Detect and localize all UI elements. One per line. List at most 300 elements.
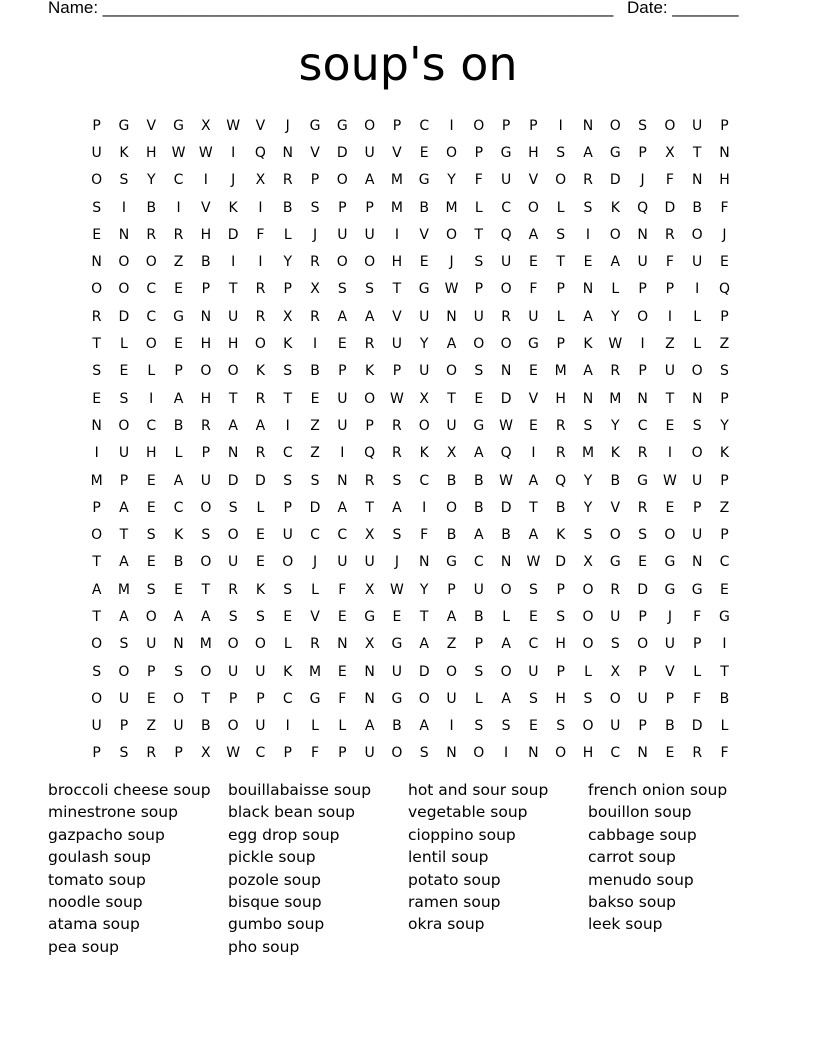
grid-letter: E: [665, 499, 675, 516]
grid-letter: V: [310, 608, 320, 625]
grid-letter: R: [555, 417, 566, 434]
grid-letter: O: [254, 336, 266, 353]
grid-letter: M: [390, 199, 403, 216]
grid-letter: C: [501, 199, 511, 216]
grid-letter: W: [226, 745, 241, 762]
grid-letter: I: [176, 199, 181, 216]
grid-letter: E: [665, 417, 675, 434]
word-list-item: black bean soup: [228, 803, 355, 822]
grid-letter: C: [146, 417, 157, 434]
grid-letter: E: [528, 608, 538, 625]
grid-letter: I: [640, 336, 645, 353]
grid-letter: O: [473, 117, 485, 134]
word-list-item: goulash soup: [48, 848, 151, 867]
grid-letter: P: [529, 117, 538, 134]
grid-letter: E: [256, 527, 265, 544]
grid-letter: F: [256, 226, 265, 243]
grid-letter: X: [364, 581, 375, 598]
grid-letter: U: [664, 363, 675, 380]
word-list-item: hot and sour soup: [408, 781, 549, 799]
grid-letter: O: [227, 363, 239, 380]
grid-letter: O: [336, 172, 348, 189]
grid-letter: C: [255, 745, 266, 762]
grid-letter: P: [638, 663, 647, 680]
grid-letter: N: [582, 281, 594, 298]
grid-letter: U: [500, 254, 512, 271]
grid-letter: E: [310, 390, 320, 407]
grid-letter: E: [92, 390, 102, 407]
grid-letter: U: [91, 144, 102, 161]
grid-letter: K: [283, 336, 293, 353]
grid-letter: G: [418, 172, 430, 189]
grid-letter: S: [474, 718, 484, 735]
grid-letter: O: [364, 117, 376, 134]
grid-letter: S: [92, 663, 102, 680]
grid-letter: O: [527, 199, 539, 216]
word-list-item: lentil soup: [408, 848, 489, 867]
grid-letter: U: [446, 417, 457, 434]
grid-letter: E: [638, 554, 648, 571]
grid-letter: F: [693, 608, 702, 625]
grid-letter: O: [473, 336, 485, 353]
grid-letter: S: [228, 499, 238, 516]
grid-letter: B: [173, 417, 184, 434]
grid-letter: U: [610, 608, 621, 625]
grid-letter: T: [283, 390, 292, 407]
grid-letter: N: [637, 745, 648, 762]
letter-grid: [83, 112, 738, 767]
grid-letter: R: [146, 226, 157, 243]
grid-letter: G: [309, 690, 321, 707]
grid-letter: S: [392, 527, 402, 544]
grid-letter: O: [445, 663, 458, 680]
grid-letter: C: [282, 690, 293, 707]
grid-row: [83, 713, 738, 740]
grid-letter: K: [255, 363, 266, 380]
grid-letter: N: [364, 690, 375, 707]
grid-letter: V: [392, 308, 402, 325]
grid-letter: T: [92, 554, 101, 571]
grid-row: [83, 276, 738, 303]
grid-letter: S: [501, 718, 511, 735]
grid-letter: B: [201, 254, 211, 271]
grid-letter: R: [392, 445, 402, 462]
grid-row: [83, 467, 738, 494]
grid-letter: H: [227, 336, 239, 353]
grid-letter: P: [92, 117, 101, 134]
grid-letter: O: [282, 554, 294, 571]
grid-letter: P: [638, 363, 647, 380]
grid-letter: A: [364, 172, 375, 189]
grid-letter: T: [92, 336, 101, 353]
grid-letter: K: [583, 336, 593, 353]
grid-letter: S: [228, 608, 238, 625]
grid-letter: V: [528, 172, 539, 189]
grid-letter: O: [118, 281, 130, 298]
grid-row: [83, 167, 738, 194]
grid-letter: O: [200, 554, 212, 571]
grid-letter: M: [199, 636, 212, 653]
word-list-item: vegetable soup: [408, 803, 528, 822]
grid-letter: U: [255, 663, 266, 680]
grid-letter: X: [255, 172, 266, 189]
grid-letter: G: [637, 472, 649, 489]
grid-letter: N: [691, 390, 703, 407]
grid-letter: A: [583, 363, 593, 380]
grid-row: [83, 139, 738, 166]
grid-letter: N: [227, 445, 239, 462]
grid-letter: A: [610, 254, 621, 271]
grid-letter: L: [502, 608, 510, 625]
grid-letter: R: [146, 745, 157, 762]
grid-letter: S: [720, 363, 729, 380]
grid-letter: J: [722, 226, 727, 243]
grid-letter: I: [558, 117, 563, 134]
grid-letter: K: [419, 445, 429, 462]
grid-letter: T: [228, 390, 238, 407]
grid-letter: I: [231, 254, 236, 271]
grid-letter: V: [665, 663, 675, 680]
grid-letter: H: [200, 226, 212, 243]
grid-letter: U: [118, 690, 130, 707]
grid-letter: G: [391, 636, 403, 653]
grid-letter: H: [391, 254, 403, 271]
grid-letter: O: [555, 172, 567, 189]
grid-letter: M: [609, 390, 622, 407]
grid-letter: A: [119, 499, 129, 516]
grid-letter: H: [200, 336, 212, 353]
word-list-item: menudo soup: [588, 870, 694, 889]
grid-letter: U: [337, 554, 348, 571]
grid-letter: P: [665, 281, 675, 298]
grid-letter: P: [447, 581, 456, 598]
grid-letter: S: [556, 718, 566, 735]
grid-letter: U: [173, 718, 184, 735]
grid-letter: T: [474, 226, 484, 243]
grid-letter: S: [638, 117, 648, 134]
grid-letter: G: [500, 144, 512, 161]
grid-letter: X: [201, 117, 211, 134]
grid-letter: Q: [637, 199, 649, 216]
grid-letter: N: [337, 636, 348, 653]
grid-row: [83, 685, 738, 712]
grid-letter: P: [338, 745, 347, 762]
grid-row: [83, 549, 738, 576]
grid-letter: S: [474, 363, 484, 380]
grid-letter: W: [389, 390, 404, 407]
grid-letter: W: [526, 554, 541, 571]
grid-letter: L: [147, 363, 156, 380]
grid-letter: I: [449, 718, 454, 735]
grid-letter: U: [364, 554, 375, 571]
grid-row: [83, 631, 738, 658]
grid-letter: P: [474, 281, 484, 298]
grid-row: [83, 358, 738, 385]
grid-letter: T: [720, 663, 729, 680]
grid-letter: A: [392, 499, 402, 516]
grid-letter: G: [609, 144, 621, 161]
grid-letter: E: [583, 254, 593, 271]
grid-letter: G: [446, 554, 457, 571]
grid-letter: Z: [446, 636, 457, 653]
grid-letter: S: [146, 581, 156, 598]
grid-letter: F: [720, 745, 729, 762]
grid-letter: I: [285, 417, 290, 434]
word-list-item: pickle soup: [228, 848, 316, 867]
grid-letter: R: [637, 445, 648, 462]
grid-letter: S: [283, 581, 293, 598]
grid-letter: P: [474, 636, 484, 653]
grid-letter: A: [364, 308, 375, 325]
grid-letter: B: [610, 472, 621, 489]
grid-letter: O: [254, 636, 266, 653]
word-list-item: tomato soup: [48, 870, 146, 889]
grid-letter: E: [283, 608, 293, 625]
grid-letter: P: [720, 527, 729, 544]
grid-letter: I: [121, 199, 127, 216]
grid-letter: L: [556, 199, 565, 216]
grid-letter: T: [119, 527, 129, 544]
grid-letter: N: [637, 390, 648, 407]
grid-letter: S: [92, 363, 102, 380]
grid-letter: C: [282, 445, 293, 462]
grid-letter: P: [392, 363, 402, 380]
grid-letter: U: [637, 254, 648, 271]
grid-letter: U: [692, 527, 703, 544]
word-list-item: bakso soup: [588, 892, 677, 911]
grid-letter: D: [227, 472, 239, 489]
grid-letter: R: [310, 308, 320, 325]
grid-letter: U: [337, 417, 348, 434]
grid-letter: R: [692, 745, 703, 762]
grid-letter: I: [258, 254, 263, 271]
grid-letter: C: [419, 472, 430, 489]
grid-letter: O: [336, 254, 348, 271]
grid-row: [83, 740, 738, 767]
grid-letter: O: [145, 336, 157, 353]
grid-letter: O: [445, 226, 458, 243]
grid-letter: E: [146, 690, 156, 707]
grid-letter: S: [119, 745, 129, 762]
grid-letter: S: [528, 690, 538, 707]
grid-letter: D: [609, 172, 621, 189]
grid-letter: A: [528, 226, 539, 243]
word-list-item: cioppino soup: [408, 825, 516, 844]
grid-letter: U: [446, 690, 457, 707]
grid-letter: K: [255, 581, 266, 598]
grid-letter: A: [583, 308, 593, 325]
grid-letter: Y: [419, 581, 429, 598]
grid-letter: U: [637, 690, 648, 707]
grid-letter: A: [337, 499, 348, 516]
grid-letter: D: [118, 308, 130, 325]
grid-letter: E: [146, 472, 156, 489]
grid-letter: B: [719, 690, 730, 707]
word-list-item: gumbo soup: [228, 915, 325, 934]
grid-row: [83, 521, 738, 548]
grid-letter: O: [500, 581, 512, 598]
grid-letter: B: [474, 472, 484, 489]
grid-letter: O: [91, 281, 103, 298]
grid-letter: O: [582, 608, 594, 625]
grid-letter: D: [336, 144, 348, 161]
grid-letter: D: [555, 554, 567, 571]
grid-letter: T: [392, 281, 402, 298]
grid-letter: O: [118, 663, 130, 680]
grid-letter: A: [337, 308, 348, 325]
grid-letter: P: [201, 281, 211, 298]
grid-letter: L: [611, 281, 620, 298]
grid-letter: P: [474, 144, 484, 161]
grid-letter: W: [389, 581, 404, 598]
grid-letter: F: [338, 581, 347, 598]
word-list-column: [228, 779, 408, 958]
grid-letter: U: [337, 226, 348, 243]
grid-row: [83, 221, 738, 248]
grid-letter: L: [311, 581, 319, 598]
grid-letter: R: [173, 226, 184, 243]
grid-letter: B: [310, 363, 320, 380]
grid-letter: B: [419, 199, 430, 216]
grid-letter: S: [201, 527, 211, 544]
grid-letter: P: [556, 581, 565, 598]
grid-letter: P: [92, 499, 101, 516]
grid-letter: B: [555, 499, 566, 516]
grid-letter: S: [365, 281, 375, 298]
grid-letter: B: [146, 199, 157, 216]
grid-row: [83, 112, 738, 139]
grid-letter: V: [201, 199, 211, 216]
grid-letter: C: [610, 745, 621, 762]
grid-letter: N: [528, 745, 539, 762]
grid-letter: H: [145, 445, 157, 462]
grid-letter: B: [446, 527, 457, 544]
grid-letter: I: [203, 172, 208, 189]
grid-letter: S: [337, 281, 347, 298]
word-list-item: leek soup: [588, 915, 663, 934]
grid-letter: E: [256, 554, 265, 571]
grid-letter: P: [720, 390, 729, 407]
grid-letter: B: [201, 718, 211, 735]
grid-letter: H: [719, 172, 730, 189]
grid-letter: I: [449, 117, 454, 134]
grid-letter: Q: [500, 226, 512, 243]
grid-letter: U: [528, 663, 539, 680]
grid-letter: P: [310, 172, 320, 189]
grid-letter: N: [118, 226, 130, 243]
grid-letter: F: [420, 527, 429, 544]
grid-letter: H: [555, 690, 566, 707]
grid-letter: U: [364, 226, 375, 243]
grid-letter: V: [310, 144, 320, 161]
word-list-item: carrot soup: [588, 848, 676, 867]
grid-letter: G: [609, 554, 621, 571]
grid-letter: M: [390, 172, 403, 189]
grid-row: [83, 194, 738, 221]
grid-letter: P: [174, 363, 183, 380]
grid-letter: D: [500, 499, 512, 516]
grid-letter: J: [285, 117, 290, 134]
grid-letter: K: [610, 199, 620, 216]
word-list-column: [48, 779, 228, 958]
grid-letter: N: [91, 417, 102, 434]
grid-letter: O: [227, 718, 239, 735]
grid-letter: O: [445, 499, 458, 516]
grid-letter: I: [149, 390, 154, 407]
grid-letter: Y: [419, 336, 429, 353]
grid-letter: G: [173, 117, 184, 134]
word-list-item: atama soup: [48, 915, 140, 934]
grid-letter: H: [555, 390, 566, 407]
grid-letter: E: [146, 499, 156, 516]
grid-letter: Q: [364, 445, 376, 462]
grid-row: [83, 603, 738, 630]
grid-letter: C: [337, 527, 348, 544]
grid-letter: L: [693, 336, 702, 353]
grid-letter: D: [227, 226, 239, 243]
grid-letter: P: [638, 144, 647, 161]
grid-letter: N: [582, 117, 594, 134]
grid-letter: E: [174, 281, 183, 298]
grid-letter: G: [364, 608, 376, 625]
grid-letter: P: [228, 690, 238, 707]
grid-letter: P: [201, 445, 211, 462]
grid-letter: J: [640, 172, 645, 189]
grid-letter: N: [337, 472, 348, 489]
grid-letter: G: [391, 690, 403, 707]
grid-letter: F: [665, 254, 674, 271]
word-list-item: noodle soup: [48, 892, 143, 911]
grid-letter: R: [637, 499, 648, 516]
grid-letter: A: [173, 608, 184, 625]
grid-letter: D: [637, 581, 648, 598]
grid-letter: X: [282, 308, 293, 325]
grid-letter: S: [419, 745, 429, 762]
grid-letter: F: [338, 690, 347, 707]
grid-letter: P: [365, 199, 374, 216]
grid-letter: H: [145, 144, 157, 161]
grid-letter: S: [119, 636, 129, 653]
grid-letter: I: [394, 226, 399, 243]
grid-letter: M: [117, 581, 130, 598]
grid-letter: S: [283, 472, 293, 489]
grid-letter: O: [445, 363, 458, 380]
grid-letter: K: [719, 445, 730, 462]
page-title: soup's on: [298, 37, 518, 91]
grid-letter: A: [419, 636, 429, 653]
grid-letter: U: [228, 554, 239, 571]
grid-letter: S: [310, 472, 320, 489]
grid-letter: O: [582, 636, 594, 653]
grid-letter: O: [691, 445, 703, 462]
grid-letter: A: [501, 690, 511, 707]
grid-letter: A: [173, 472, 184, 489]
grid-letter: B: [665, 718, 675, 735]
grid-letter: T: [665, 390, 675, 407]
grid-letter: O: [609, 690, 621, 707]
grid-letter: G: [664, 581, 676, 598]
grid-letter: G: [336, 117, 348, 134]
grid-letter: F: [529, 281, 538, 298]
grid-letter: L: [174, 445, 183, 462]
grid-row: [83, 494, 738, 521]
grid-letter: L: [584, 663, 592, 680]
grid-letter: U: [692, 117, 703, 134]
grid-letter: X: [364, 527, 375, 544]
grid-letter: S: [583, 417, 593, 434]
word-list-item: pho soup: [228, 937, 300, 956]
grid-letter: W: [608, 336, 623, 353]
